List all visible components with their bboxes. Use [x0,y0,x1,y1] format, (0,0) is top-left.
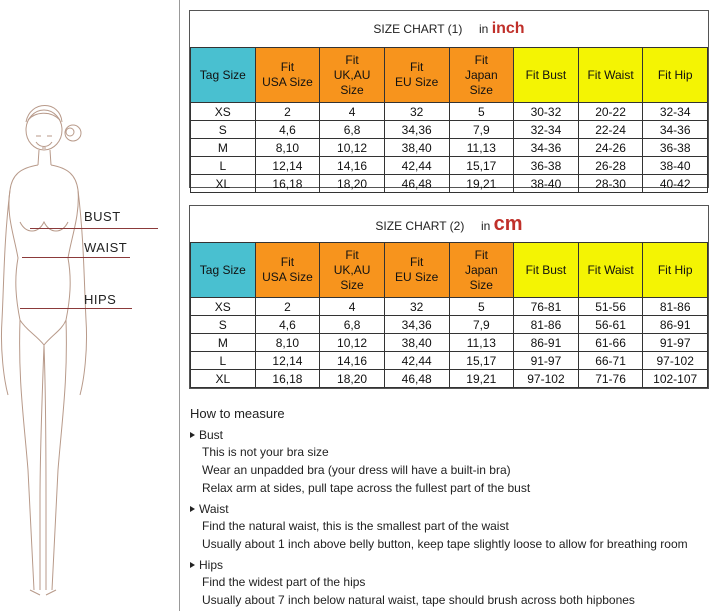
howto-hips [190,557,713,609]
table-cell: 81-86 [643,298,708,316]
table-row [191,157,708,175]
table-row [191,121,708,139]
waist-label: WAIST [84,240,128,255]
tag-size-cell: S [191,316,256,334]
header-japan-size: Fit Japan Size [449,243,514,298]
chart-unit-prefix: in [480,219,491,233]
table-cell: 22-24 [578,121,643,139]
table-cell: 86-91 [643,316,708,334]
header-fit-hip: Fit Hip [643,243,708,298]
table-cell: 38-40 [514,175,579,193]
table-cell: 6,8 [320,316,385,334]
tag-size-cell: L [191,352,256,370]
table-cell: 14,16 [320,157,385,175]
table-cell: 71-76 [578,370,643,388]
table-cell: 97-102 [514,370,579,388]
instruction-line: This is not your bra size [202,445,329,459]
table-cell: 7,9 [449,316,514,334]
how-to-measure-heading: How to measure [190,406,285,421]
table-cell: 86-91 [514,334,579,352]
instruction-line: Find the natural waist, this is the smallest part of the waist [202,519,509,533]
tag-size-cell: M [191,334,256,352]
table-row [191,370,708,388]
table-cell: 51-56 [578,298,643,316]
table-cell: 26-28 [578,157,643,175]
table-body [191,298,708,388]
chart-title [190,206,708,242]
header-row [191,48,708,103]
bust-guide-line [30,228,158,229]
instruction-line: Find the widest part of the hips [202,575,366,589]
tag-size-cell: M [191,139,256,157]
table-cell: 19,21 [449,370,514,388]
tag-size-cell: S [191,121,256,139]
header-eu-size: Fit EU Size [384,243,449,298]
triangle-bullet-icon [190,506,195,512]
size-chart-inch [189,10,709,191]
header-fit-bust: Fit Bust [514,243,579,298]
table-cell: 10,12 [320,334,385,352]
table-cell: 4 [320,103,385,121]
table-cell: 10,12 [320,139,385,157]
instruction-line: Usually about 7 inch below natural waist, tape should brush across both hipbones [202,593,635,607]
header-tag-size: Tag Size [191,243,256,298]
table-cell: 36-38 [643,139,708,157]
table-body [191,103,708,193]
table-cell: 91-97 [514,352,579,370]
table-cell: 34-36 [643,121,708,139]
figure-panel [0,0,180,611]
table-cell: 4 [320,298,385,316]
tag-size-cell: L [191,157,256,175]
table-cell: 38,40 [384,334,449,352]
size-table [190,47,708,193]
bust-label: BUST [84,209,121,224]
table-cell: 97-102 [643,352,708,370]
table-cell: 7,9 [449,121,514,139]
table-cell: 102-107 [643,370,708,388]
table-cell: 32-34 [643,103,708,121]
table-cell: 34,36 [384,121,449,139]
table-cell: 6,8 [320,121,385,139]
header-tag-size: Tag Size [191,48,256,103]
table-cell: 56-61 [578,316,643,334]
table-cell: 32-34 [514,121,579,139]
table-cell: 81-86 [514,316,579,334]
table-cell: 16,18 [255,370,320,388]
table-cell: 91-97 [643,334,708,352]
table-cell: 46,48 [384,370,449,388]
header-eu-size: Fit EU Size [384,48,449,103]
section-title: Bust [199,428,224,442]
header-fit-waist: Fit Waist [578,48,643,103]
section-title: Hips [199,558,224,572]
tag-size-cell: XS [191,103,256,121]
table-row [191,334,708,352]
howto-waist [190,501,713,553]
header-fit-bust: Fit Bust [514,48,579,103]
instruction-line: Wear an unpadded bra (your dress will have a built-in bra) [202,463,511,477]
table-row [191,103,708,121]
table-cell: 28-30 [578,175,643,193]
instruction-line: Relax arm at sides, pull tape across the fullest part of the bust [202,481,531,495]
size-chart-cm [189,205,709,389]
howto-bust [190,427,713,497]
table-cell: 5 [449,298,514,316]
table-cell: 42,44 [384,157,449,175]
table-cell: 32 [384,298,449,316]
table-cell: 30-32 [514,103,579,121]
table-cell: 18,20 [320,175,385,193]
chart-title-text: SIZE CHART (1) [373,22,463,36]
section-title: Waist [199,502,229,516]
header-japan-size: Fit Japan Size [449,48,514,103]
hips-guide-line [20,308,132,309]
header-usa-size: Fit USA Size [255,243,320,298]
table-cell: 14,16 [320,352,385,370]
table-cell: 11,13 [449,139,514,157]
tag-size-cell: XS [191,298,256,316]
table-row [191,139,708,157]
table-cell: 38-40 [643,157,708,175]
table-cell: 5 [449,103,514,121]
table-row [191,298,708,316]
table-cell: 36-38 [514,157,579,175]
table-cell: 11,13 [449,334,514,352]
tag-size-cell: XL [191,175,256,193]
table-cell: 2 [255,103,320,121]
table-cell: 40-42 [643,175,708,193]
table-cell: 34,36 [384,316,449,334]
table-cell: 19,21 [449,175,514,193]
table-cell: 15,17 [449,352,514,370]
table-cell: 8,10 [255,139,320,157]
table-cell: 4,6 [255,121,320,139]
header-fit-hip: Fit Hip [643,48,708,103]
chart-title-text: SIZE CHART (2) [375,219,465,233]
triangle-bullet-icon [190,562,195,568]
hips-label: HIPS [84,292,117,307]
header-row [191,243,708,298]
table-cell: 8,10 [255,334,320,352]
tag-size-cell: XL [191,370,256,388]
table-cell: 76-81 [514,298,579,316]
table-cell: 38,40 [384,139,449,157]
table-cell: 34-36 [514,139,579,157]
table-cell: 18,20 [320,370,385,388]
chart-unit-prefix: in [479,22,489,36]
chart-unit: cm [493,213,523,235]
table-cell: 66-71 [578,352,643,370]
table-cell: 15,17 [449,157,514,175]
table-cell: 2 [255,298,320,316]
header-uk-au-size: Fit UK,AU Size [320,243,385,298]
header-uk-au-size: Fit UK,AU Size [320,48,385,103]
waist-guide-line [22,257,130,258]
table-cell: 46,48 [384,175,449,193]
instruction-line: Usually about 1 inch above belly button, keep tape slightly loose to allow for breathing room [202,537,688,551]
table-cell: 42,44 [384,352,449,370]
table-cell: 12,14 [255,352,320,370]
table-cell: 12,14 [255,157,320,175]
table-cell: 16,18 [255,175,320,193]
header-usa-size: Fit USA Size [255,48,320,103]
table-row [191,175,708,193]
chart-unit: inch [491,20,525,37]
table-cell: 4,6 [255,316,320,334]
table-cell: 32 [384,103,449,121]
table-cell: 24-26 [578,139,643,157]
table-row [191,316,708,334]
size-table [190,242,708,388]
chart-title [190,11,708,47]
header-fit-waist: Fit Waist [578,243,643,298]
table-row [191,352,708,370]
table-cell: 20-22 [578,103,643,121]
triangle-bullet-icon [190,432,195,438]
how-to-measure-section [190,406,713,609]
table-cell: 61-66 [578,334,643,352]
